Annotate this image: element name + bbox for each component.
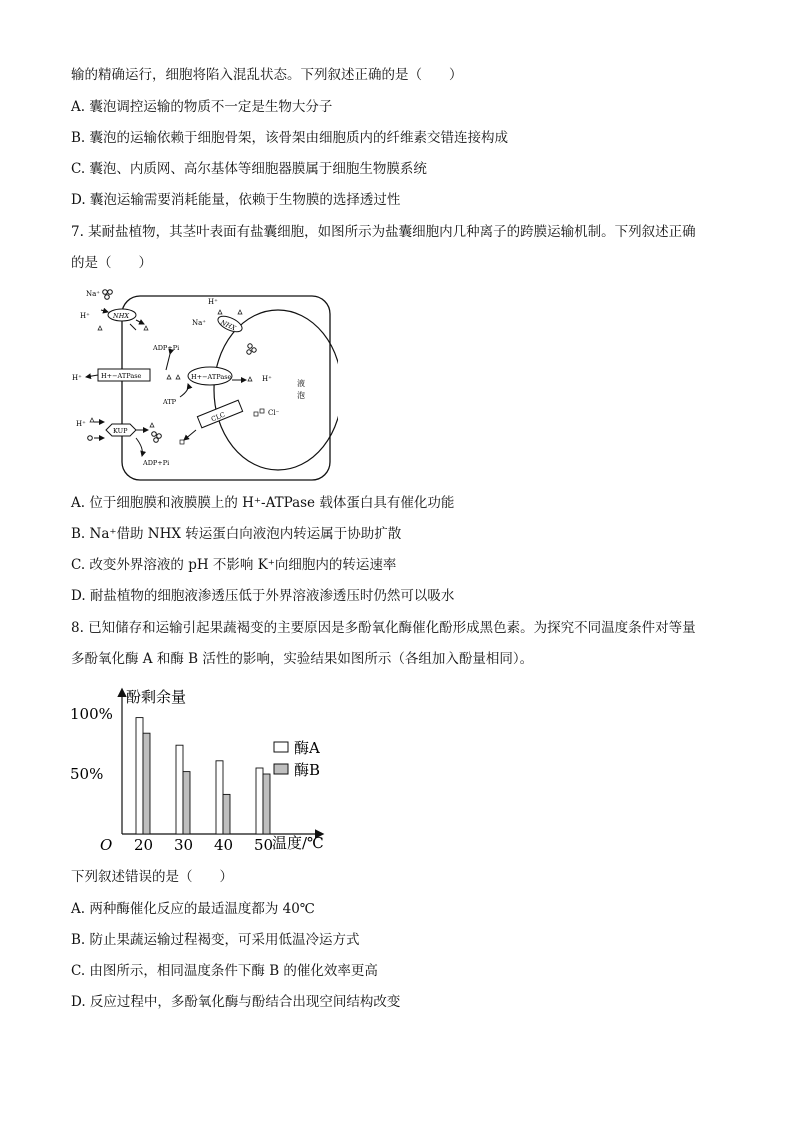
q7-option-a[interactable]: A. 位于细胞膜和液膜膜上的 H⁺-ATPase 载体蛋白具有催化功能 [71, 495, 455, 511]
h-ion-label-top: H⁺ [80, 312, 90, 320]
q7-option-d[interactable]: D. 耐盐植物的细胞液渗透压低于外界溶液渗透压时仍然可以吸水 [71, 588, 455, 604]
arrow-icon [166, 354, 170, 370]
q6-option-c[interactable]: C. 囊泡、内质网、高尔基体等细胞器膜属于细胞生物膜系统 [71, 161, 427, 177]
q6-option-a[interactable]: A. 囊泡调控运输的物质不一定是生物大分子 [71, 99, 333, 115]
chart-svg [66, 684, 342, 854]
q7-stem-line1: 7. 某耐盐植物，其茎叶表面有盐囊细胞，如图所示为盐囊细胞内几种离子的跨膜运输机制。下列叙述正确 [71, 224, 696, 240]
q8-option-b[interactable]: B. 防止果蔬运输过程褐变，可采用低温冷运方式 [71, 932, 360, 948]
cl-ion-icon [260, 409, 264, 413]
na-ion-icon [108, 290, 113, 295]
arrow-icon [184, 430, 196, 440]
bar-enzyme-a-50 [256, 768, 263, 834]
na-ion-icon [248, 344, 252, 348]
cl-ion-label: Cl⁻ [268, 409, 280, 417]
vacuole-label-2: 泡 [297, 391, 305, 400]
q8-question: 下列叙述错误的是（ ） [71, 869, 233, 885]
origin-label: O [100, 836, 113, 854]
ion-triangle-icon [167, 375, 171, 379]
ion-triangle-icon [90, 418, 94, 422]
bar-enzyme-a-30 [176, 745, 183, 834]
na-ion-label-vac: Na⁺ [192, 319, 206, 327]
x-tick-label: 30 [174, 836, 194, 854]
q8-option-a[interactable]: A. 两种酶催化反应的最适温度都为 40℃ [71, 901, 315, 917]
x-tick-label: 40 [214, 836, 234, 854]
x-tick-label: 50 [254, 836, 274, 854]
h-atpase-membrane-label: H+−ATPase [101, 372, 142, 380]
kup-label: KUP [113, 427, 128, 435]
legend-swatch [274, 742, 288, 752]
q8-option-c[interactable]: C. 由图所示，相同温度条件下酶 B 的催化效率更高 [71, 963, 378, 979]
x-axis-label: 温度/℃ [272, 834, 324, 852]
bar-enzyme-b-40 [223, 794, 230, 834]
na-ion-icon [105, 295, 110, 300]
bar-enzyme-b-50 [263, 774, 270, 834]
ion-triangle-icon [248, 377, 252, 381]
na-ion-icon [103, 290, 108, 295]
ion-triangle-icon [144, 326, 148, 330]
adp-label-top: ADP+Pi [153, 344, 180, 352]
arrow-icon [130, 324, 136, 330]
enzyme-activity-chart [66, 684, 342, 854]
ion-triangle-icon [98, 326, 102, 330]
arrow-icon [86, 375, 98, 377]
clc-label: CLC [209, 410, 227, 424]
cl-ion-icon [180, 440, 184, 444]
cell-diagram-svg [70, 282, 338, 484]
h-ion-label-kup: H⁺ [76, 420, 86, 428]
h-ion-label-left: H⁺ [72, 374, 82, 382]
y-tick-label: 100% [70, 705, 113, 723]
adp-label-bottom: ADP+Pi [143, 459, 170, 467]
k-ion-icon [154, 438, 159, 443]
salt-bladder-cell-diagram [70, 282, 338, 484]
legend-label: 酶A [294, 739, 320, 757]
vacuole-membrane [214, 310, 338, 470]
q6-option-b[interactable]: B. 囊泡的运输依赖于细胞骨架，该骨架由细胞质内的纤维素交错连接构成 [71, 130, 509, 146]
y-tick-label: 50% [70, 765, 104, 783]
atp-label: ATP [163, 398, 177, 406]
q6-stem: 输的精确运行，细胞将陷入混乱状态。下列叙述正确的是（ ） [71, 67, 463, 83]
ion-triangle-icon [150, 423, 154, 427]
h-ion-label-vac-out: H⁺ [262, 375, 272, 383]
na-ion-icon [247, 350, 251, 354]
q8-stem-line2: 多酚氧化酶 A 和酶 B 活性的影响，实验结果如图所示（各组加入酚量相同）。 [71, 651, 534, 667]
ion-triangle-icon [218, 310, 222, 314]
nhx-left-label: NHX [113, 312, 129, 320]
k-ion-icon [88, 436, 93, 441]
arrow-icon [136, 320, 144, 324]
nhx-right-label: NHX [219, 318, 238, 333]
cl-ion-icon [254, 412, 258, 416]
q8-option-d[interactable]: D. 反应过程中，多酚氧化酶与酚结合出现空间结构改变 [71, 994, 401, 1010]
bar-enzyme-b-30 [183, 772, 190, 834]
vacuole-label-1: 液 [297, 379, 305, 388]
q6-option-d[interactable]: D. 囊泡运输需要消耗能量，依赖于生物膜的选择透过性 [71, 192, 401, 208]
bar-enzyme-b-20 [143, 733, 150, 834]
arrow-icon [180, 384, 188, 397]
h-ion-label-vac: H⁺ [208, 298, 218, 306]
q7-option-c[interactable]: C. 改变外界溶液的 pH 不影响 K⁺向细胞内的转运速率 [71, 557, 397, 573]
q7-stem-line2: 的是（ ） [71, 255, 152, 271]
na-ion-icon [252, 348, 256, 352]
q8-stem-line1: 8. 已知储存和运输引起果蔬褐变的主要原因是多酚氧化酶催化酚形成黑色素。为探究不同温度条件对等量 [71, 620, 696, 636]
legend-swatch [274, 764, 288, 774]
arrow-icon [101, 310, 108, 312]
x-tick-label: 20 [134, 836, 154, 854]
h-atpase-vacuole-label: H+−ATPase [191, 373, 232, 381]
legend-label: 酶B [294, 761, 321, 779]
k-ion-icon [152, 432, 157, 437]
ion-triangle-icon [176, 375, 180, 379]
y-axis-label: 酚剩余量 [126, 688, 187, 706]
q7-option-b[interactable]: B. Na⁺借助 NHX 转运蛋白向液泡内转运属于协助扩散 [71, 526, 402, 542]
na-ion-label-top: Na⁺ [86, 290, 100, 298]
bar-enzyme-a-40 [216, 761, 223, 834]
arrow-icon [136, 438, 142, 456]
bar-enzyme-a-20 [136, 718, 143, 834]
ion-triangle-icon [238, 310, 242, 314]
